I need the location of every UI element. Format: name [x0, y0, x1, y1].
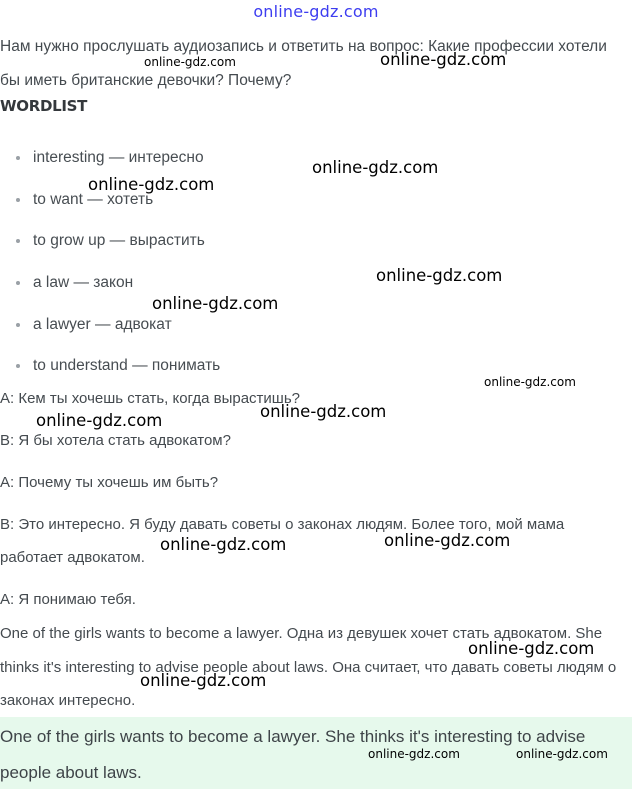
bullet-icon	[16, 198, 20, 202]
wordlist-heading: WORDLIST	[0, 97, 88, 115]
bullet-icon	[16, 323, 20, 327]
wordlist-item-text: to grow up — вырастить	[33, 232, 205, 250]
bullet-icon	[16, 364, 20, 368]
dialog-line: работает адвокатом.	[0, 549, 145, 566]
watermark: online-gdz.com	[380, 50, 507, 69]
dialog-line: А: Почему ты хочешь им быть?	[0, 474, 219, 491]
dialog-line: В: Я бы хотела стать адвокатом?	[0, 432, 231, 449]
wordlist-item-text: to want — хотеть	[33, 190, 154, 208]
dialog-line: А: Я понимаю тебя.	[0, 591, 136, 608]
answer-text: One of the girls wants to become a lawyer. She thinks it's interesting to advise people about laws.	[0, 727, 586, 782]
dialog-line: В: Это интересно. Я буду давать советы о законах людям. Более того, мой мама	[0, 516, 565, 533]
wordlist-item-text: to understand — понимать	[33, 357, 221, 375]
watermark: online-gdz.com	[516, 747, 608, 761]
watermark: online-gdz.com	[484, 375, 576, 389]
task-question: Нам нужно прослушать аудиозапись и ответить на вопрос: Какие профессии хотели бы иметь британские девочки? Почему?	[0, 38, 607, 89]
watermark: online-gdz.com	[36, 411, 163, 430]
watermark: online-gdz.com	[468, 639, 595, 658]
bullet-icon	[16, 239, 20, 243]
watermark: online-gdz.com	[368, 747, 460, 761]
header-watermark: online-gdz.com	[253, 2, 379, 21]
watermark: online-gdz.com	[384, 531, 511, 550]
wordlist-item	[0, 137, 220, 179]
watermark: online-gdz.com	[152, 294, 279, 313]
wordlist-item	[0, 220, 220, 262]
translation-paragraph: One of the girls wants to become a lawyer. Одна из девушек хочет стать адвокатом. She thinks it's interesting to advise people about laws. Она считает, что давать советы людям о законах интересно.	[0, 625, 617, 709]
watermark: online-gdz.com	[144, 55, 236, 69]
watermark: online-gdz.com	[376, 266, 503, 285]
bullet-icon	[16, 156, 20, 160]
watermark: online-gdz.com	[260, 402, 387, 421]
wordlist-item	[0, 345, 220, 387]
watermark: online-gdz.com	[88, 175, 215, 194]
watermark: online-gdz.com	[160, 535, 287, 554]
watermark: online-gdz.com	[140, 671, 267, 690]
bullet-icon	[16, 281, 20, 285]
dialog-line: А: Кем ты хочешь стать, когда вырастишь?	[0, 390, 300, 407]
watermark: online-gdz.com	[312, 158, 439, 177]
wordlist-item-text: a lawyer — адвокат	[33, 315, 172, 333]
wordlist-item-text: interesting — интересно	[33, 149, 204, 166]
wordlist-item-text: a law — закон	[33, 274, 134, 292]
